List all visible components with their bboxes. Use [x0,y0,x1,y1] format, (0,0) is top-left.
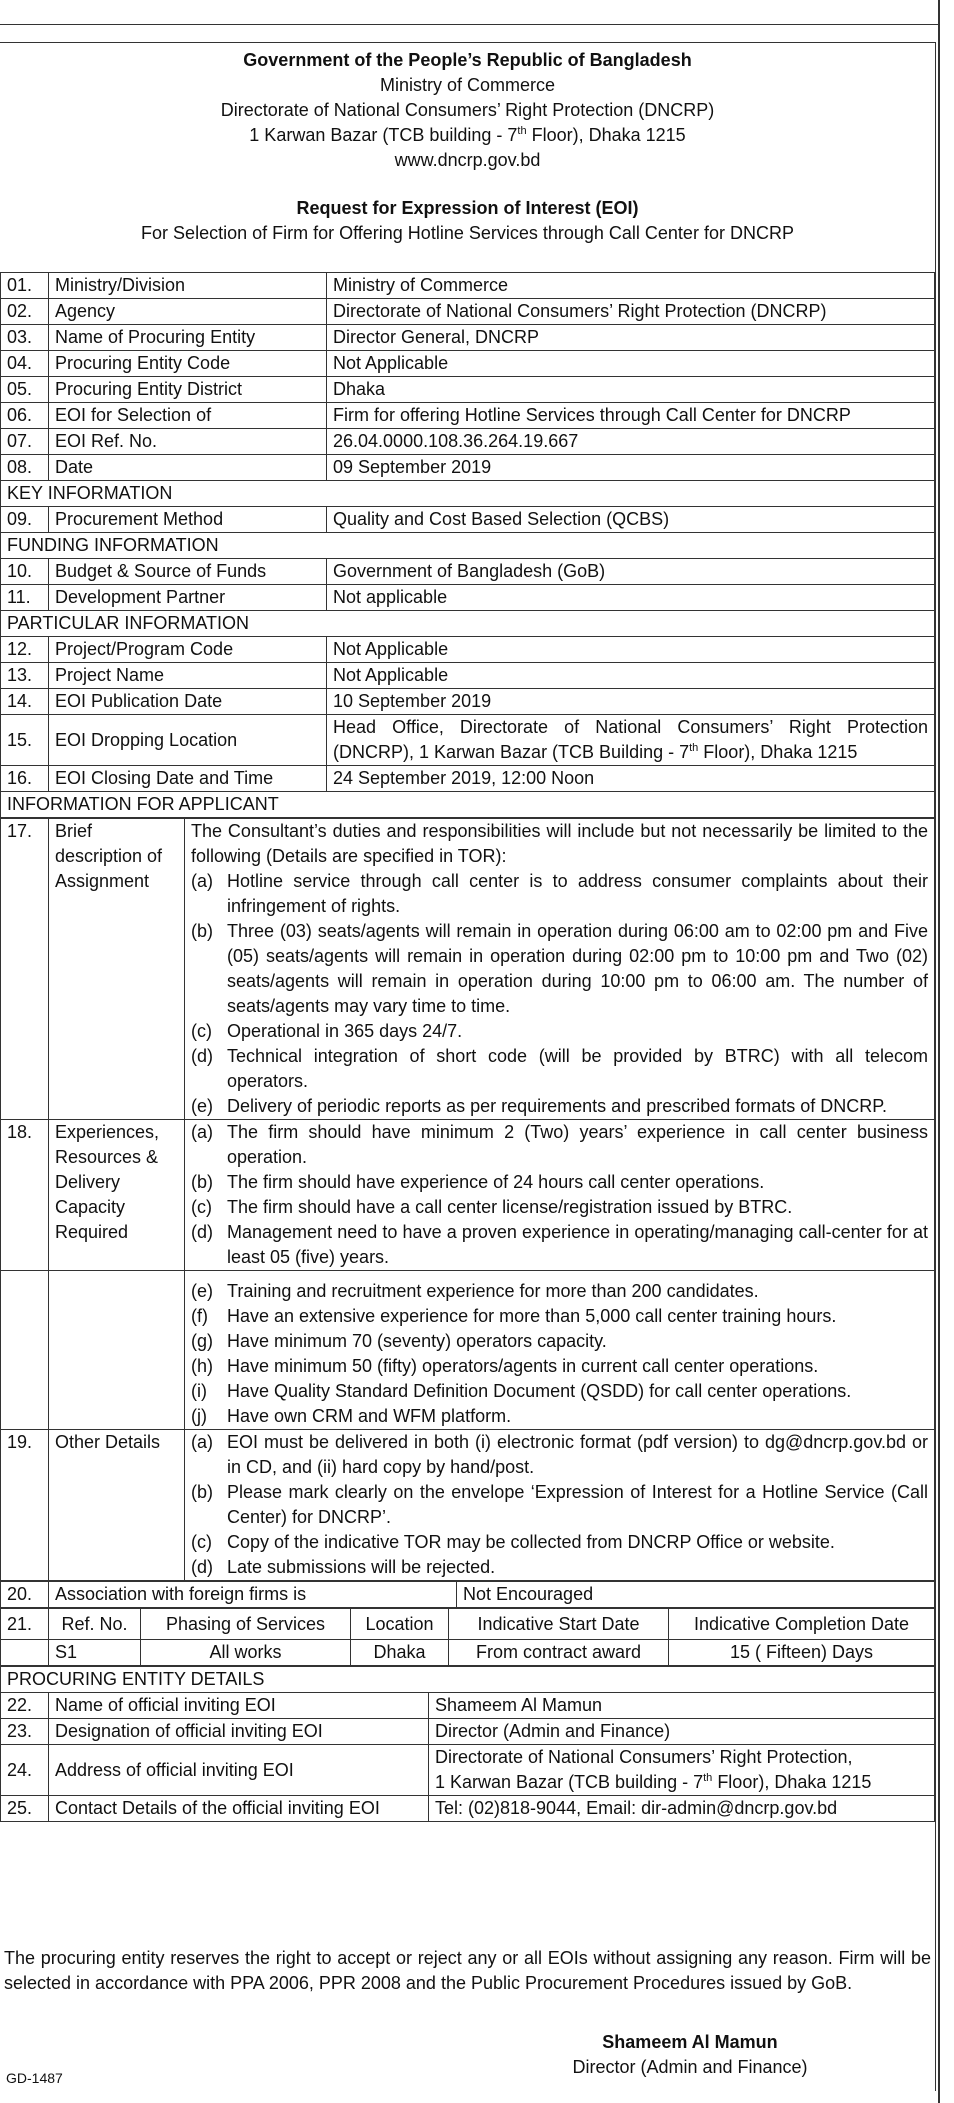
list-item: (b) Three (03) seats/agents will remain in operation during 06:00 am to 02:00 pm and Five (05) seats/agents will remain in operation during 02:00 pm to 10:00 pm and Two (02) seats/agents will remain in operation during 10:00 pm to 06:00 am. The number of seats/agents may vary time to time. [191,921,928,1016]
table-row: 19. Other Details (a) EOI must be delivered in both (i) electronic format (pdf version) to dg@dncrp.gov.bd or in CD, and (ii) hard copy by hand/post. (b) Please mark clearly on the envelope ‘Expression of Interest for a Hotline Service (Call Center) for DNCRP’. (c) Copy of the indicative TOR may be collected from DNCRP Office or website. (d) Late submissions will be rejected. [1,1430,935,1581]
top-rule [0,24,938,25]
table-row: 06. EOI for Selection of Firm for offering Hotline Services through Call Center for DNCRP [1,403,935,429]
list-item: (j) Have own CRM and WFM platform. [191,1406,512,1426]
eoi-heading [0,196,935,246]
table-row: 14. EOI Publication Date 10 September 2019 [1,689,935,715]
govt-title: Government of the People’s Republic of Bangladesh [243,50,692,70]
experience-list-continued [191,1279,928,1429]
list-item: (e) Delivery of periodic reports as per requirements and prescribed formats of DNCRP. [191,1096,887,1116]
list-item: (a) EOI must be delivered in both (i) electronic format (pdf version) to dg@dncrp.gov.bd or in CD, and (ii) hard copy by hand/post. [191,1432,928,1477]
right-rule [938,0,940,2103]
footer-note: The procuring entity reserves the right to accept or reject any or all EOIs without assigning any reason. Firm will be selected in accordance with PPA 2006, PPR 2008 and the Public Procurement Procedures issued by GoB. [4,1948,931,1993]
table-row: 13. Project Name Not Applicable [1,663,935,689]
phasing-header-row: 21. Ref. No. Phasing of Services Location Indicative Start Date Indicative Completion Date [1,1609,935,1640]
address: 1 Karwan Bazar (TCB building - 7th Floor), Dhaka 1215 [249,125,686,145]
website-link[interactable]: www.dncrp.gov.bd [394,150,541,170]
table-row: 01. Ministry/Division Ministry of Commerce [1,273,935,299]
section-key: KEY INFORMATION [1,481,935,507]
table-row: 22. Name of official inviting EOI Shameem Al Mamun [1,1693,935,1719]
list-item: (c) Copy of the indicative TOR may be collected from DNCRP Office or website. [191,1532,835,1552]
list-item: (b) The firm should have experience of 24 hours call center operations. [191,1172,765,1192]
table-row: 18. Experiences, Resources & Delivery Capacity Required (a) The firm should have minimum 2 (Two) years’ experience in call center business operation. (b) The firm should have experience of 24 hours call center operations. (c) The firm should have a call center license/registration issued by BTRC. (d) Management need to have a proven experience in operating/managing call-center for at least 05 (five) years. [1,1120,935,1271]
list-item: (d) Late submissions will be rejected. [191,1557,496,1577]
table-row: 12. Project/Program Code Not Applicable [1,637,935,663]
list-item: (d) Technical integration of short code (will be provided by BTRC) with all telecom operators. [191,1046,928,1091]
table-row: 02. Agency Directorate of National Consumers’ Right Protection (DNCRP) [1,299,935,325]
letterhead [0,48,935,173]
table-row: 04. Procuring Entity Code Not Applicable [1,351,935,377]
table-row: 09. Procurement Method Quality and Cost Based Selection (QCBS) [1,507,935,533]
table-row: 24. Address of official inviting EOI Directorate of National Consumers’ Right Protection, 1 Karwan Bazar (TCB building - 7th Floor), Dhaka 1215 [1,1745,935,1796]
assignment-intro: The Consultant’s duties and responsibilities will include but not necessarily be limited to the following (Details are specified in TOR): [191,821,928,866]
table-row: 17. Brief description of Assignment The Consultant’s duties and responsibilities will include but not necessarily be limited to the following (Details are specified in TOR): (a) Hotline service through call center is to address consumer complaints about their infringement of rights. (b) Three (03) seats/agents will remain in operation during 06:00 am to 02:00 pm and Five (05) seats/agents will remain in operation during 02:00 pm to 10:00 pm and Two (02) seats/agents will remain in operation during 10:00 pm to 06:00 am. The number of seats/agents may vary time to time. (c) Operational in 365 days 24/7. (d) Technical integration of short code (will be provided by BTRC) with all telecom operators. (e) Delivery of periodic reports as per requirements and prescribed formats of DNCRP. [1,819,935,1120]
assignment-list [191,869,928,1119]
ministry: Ministry of Commerce [379,75,556,95]
phasing-data-row: S1 All works Dhaka From contract award 15 ( Fifteen) Days [1,1640,935,1666]
table-row: 08. Date 09 September 2019 [1,455,935,481]
table-row: 23. Designation of official inviting EOI Director (Admin and Finance) [1,1719,935,1745]
section-funding: FUNDING INFORMATION [1,533,935,559]
table-row: 15. EOI Dropping Location Head Office, Directorate of National Consumers’ Right Protection (DNCRP), 1 Karwan Bazar (TCB Building - 7th Floor), Dhaka 1215 [1,715,935,766]
list-item: (d) Management need to have a proven experience in operating/managing call-center for at least 05 (five) years. [191,1222,928,1267]
table-row: 25. Contact Details of the official inviting EOI Tel: (02)818-9044, Email: dir-admin@dncrp.gov.bd [1,1796,935,1822]
table-row: 20. Association with foreign firms is Not Encouraged [1,1582,935,1608]
list-item: (e) Training and recruitment experience for more than 200 candidates. [191,1281,759,1301]
table-row: 16. EOI Closing Date and Time 24 September 2019, 12:00 Noon [1,766,935,792]
eoi-subtitle: For Selection of Firm for Offering Hotline Services through Call Center for DNCRP [141,223,794,243]
list-item: (a) The firm should have minimum 2 (Two) years’ experience in call center business operation. [191,1122,928,1167]
eoi-table [0,272,935,1822]
table-row [1,1271,935,1430]
eoi-title: Request for Expression of Interest (EOI) [296,198,639,218]
list-item: (c) The firm should have a call center license/registration issued by BTRC. [191,1197,793,1217]
list-item: (i) Have Quality Standard Definition Document (QSDD) for call center operations. [191,1381,852,1401]
table-row: 03. Name of Procuring Entity Director General, DNCRP [1,325,935,351]
section-procuring: PROCURING ENTITY DETAILS [1,1667,935,1693]
list-item: (g) Have minimum 70 (seventy) operators capacity. [191,1331,607,1351]
list-item: (b) Please mark clearly on the envelope ‘Expression of Interest for a Hotline Service (Call Center) for DNCRP’. [191,1482,928,1527]
experience-list [191,1120,928,1270]
directorate: Directorate of National Consumers’ Right Protection (DNCRP) [220,100,715,120]
table-row: 07. EOI Ref. No. 26.04.0000.108.36.264.19.667 [1,429,935,455]
signature-block [520,2030,860,2080]
table-row: 10. Budget & Source of Funds Government of Bangladesh (GoB) [1,559,935,585]
list-item: (a) Hotline service through call center is to address consumer complaints about their infringement of rights. [191,871,928,916]
section-particular: PARTICULAR INFORMATION [1,611,935,637]
table-row: 05. Procuring Entity District Dhaka [1,377,935,403]
other-details-list [191,1430,928,1580]
list-item: (h) Have minimum 50 (fifty) operators/agents in current call center operations. [191,1356,819,1376]
list-item: (f) Have an extensive experience for more than 5,000 call center training hours. [191,1306,837,1326]
section-applicant: INFORMATION FOR APPLICANT [1,792,935,818]
signer-name: Shameem Al Mamun [602,2032,778,2052]
list-item: (c) Operational in 365 days 24/7. [191,1021,463,1041]
ad-code: GD-1487 [6,2070,63,2086]
signer-title: Director (Admin and Finance) [572,2057,808,2077]
table-row: 11. Development Partner Not applicable [1,585,935,611]
